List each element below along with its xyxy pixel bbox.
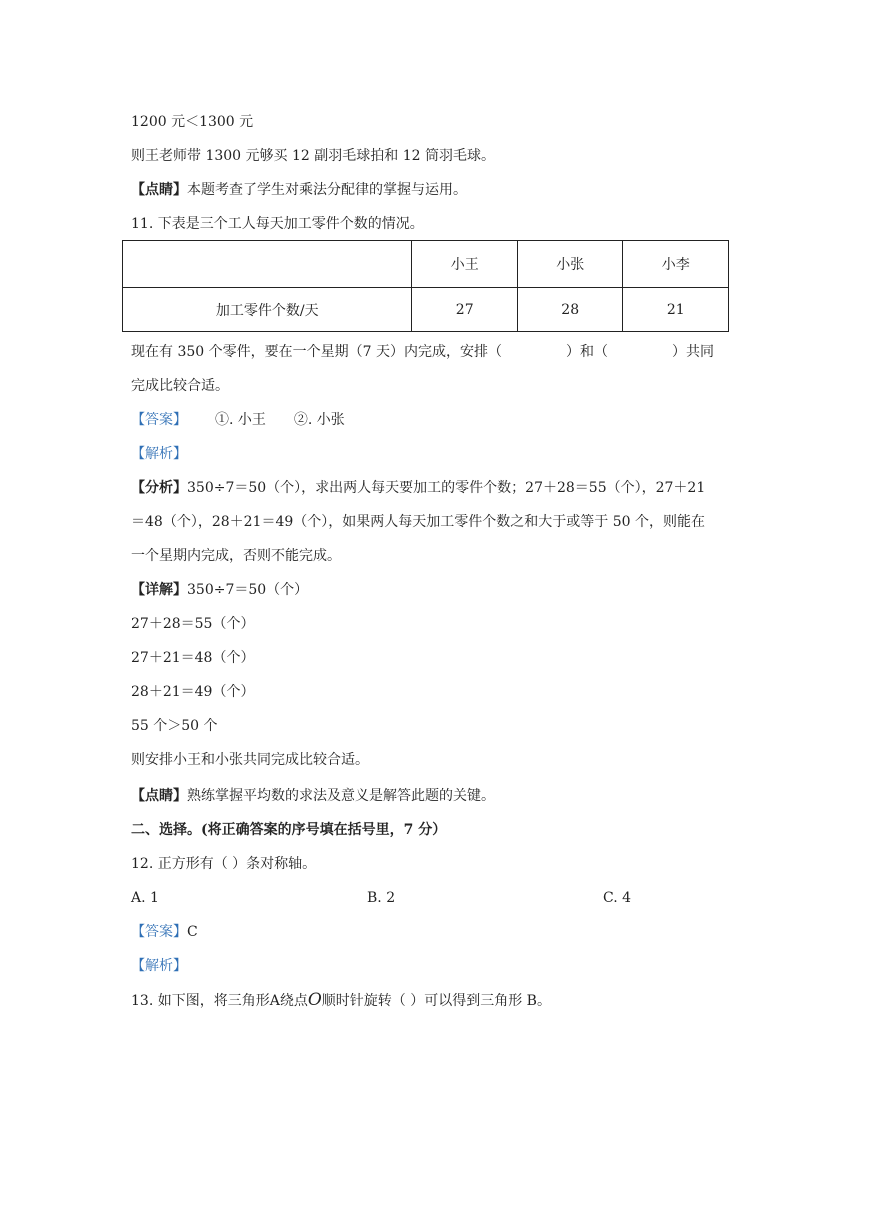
q11-text-c: ）共同 <box>671 344 714 360</box>
table-header-cell <box>123 241 412 288</box>
answer-11 <box>131 410 345 430</box>
question-12: 12. 正方形有（ ）条对称轴。 <box>131 856 317 872</box>
section-heading: 二、选择。(将正确答案的序号填在括号里，7 分） <box>131 822 447 838</box>
q13-text-a: 13. 如下图，将三角形 <box>131 993 270 1009</box>
answer-tag: 【答案】 <box>131 412 187 428</box>
answer-option-2: ②. 小张 <box>293 412 345 428</box>
answer-tag: 【答案】 <box>131 924 187 940</box>
q13-label-a: A <box>269 993 280 1009</box>
question-11-text-cont: 完成比较合适。 <box>131 378 229 394</box>
point-tag: 【点睛】 <box>131 182 187 198</box>
analysis-sub-tag: 【分析】 <box>131 480 187 496</box>
point-tag: 【点睛】 <box>131 788 187 804</box>
detail-line: 27＋21＝48（个） <box>131 650 255 666</box>
point-line <box>131 180 467 200</box>
q11-text-a: 现在有 350 个零件，要在一个星期（7 天）内完成，安排（ <box>131 344 502 360</box>
text-line: 则王老师带 1300 元够买 12 副羽毛球拍和 12 筒羽毛球。 <box>131 148 495 164</box>
text-line: 1200 元＜1300 元 <box>131 114 254 130</box>
answer-12 <box>131 922 198 942</box>
q13-text-e: 顺时针旋转（ ）可以得到三角形 B。 <box>321 993 551 1009</box>
question-11-text <box>131 342 714 362</box>
table-header-cell: 小李 <box>623 241 729 288</box>
table-cell: 21 <box>623 288 729 332</box>
parts-table <box>122 240 729 332</box>
q13-point-o: O <box>307 990 322 1010</box>
point-text: 本题考查了学生对乘法分配律的掌握与运用。 <box>187 182 467 198</box>
question-13 <box>131 990 551 1011</box>
analysis-line: 一个星期内完成，否则不能完成。 <box>131 548 341 564</box>
table-header-cell: 小王 <box>412 241 518 288</box>
choice-c: C. 4 <box>603 890 632 906</box>
q13-text-c: 绕点 <box>279 993 308 1009</box>
analysis-line <box>131 478 705 498</box>
answer-value: C <box>187 924 198 940</box>
detail-line: 则安排小王和小张共同完成比较合适。 <box>131 752 369 768</box>
table-cell: 28 <box>517 288 623 332</box>
answer-option-1: ①. 小王 <box>215 412 266 428</box>
detail-line: 28＋21＝49（个） <box>131 684 255 700</box>
detail-line: 55 个＞50 个 <box>131 718 218 734</box>
table-row-label: 加工零件个数/天 <box>123 288 412 332</box>
detail-line: 27＋28＝55（个） <box>131 616 255 632</box>
detail-text: 350÷7＝50（个） <box>187 582 309 598</box>
table-cell: 27 <box>412 288 518 332</box>
question-11: 11. 下表是三个工人每天加工零件个数的情况。 <box>131 216 424 232</box>
table-header-row <box>123 241 729 288</box>
q11-text-b: ）和（ <box>565 344 608 360</box>
analysis-line: ＝48（个），28＋21＝49（个），如果两人每天加工零件个数之和大于或等于 50 个，则能在 <box>131 514 705 530</box>
analysis-tag: 【解析】 <box>131 446 187 462</box>
table-header-cell: 小张 <box>517 241 623 288</box>
choice-b: B. 2 <box>367 890 396 906</box>
table-row <box>123 288 729 332</box>
point-text: 熟练掌握平均数的求法及意义是解答此题的关键。 <box>187 788 495 804</box>
point-line <box>131 786 495 806</box>
detail-tag: 【详解】 <box>131 582 187 598</box>
detail-line <box>131 580 308 600</box>
analysis-tag: 【解析】 <box>131 958 187 974</box>
analysis-text: 350÷7＝50（个），求出两人每天要加工的零件个数；27＋28＝55（个），27＋21 <box>187 480 706 496</box>
choice-a: A. 1 <box>131 890 159 906</box>
